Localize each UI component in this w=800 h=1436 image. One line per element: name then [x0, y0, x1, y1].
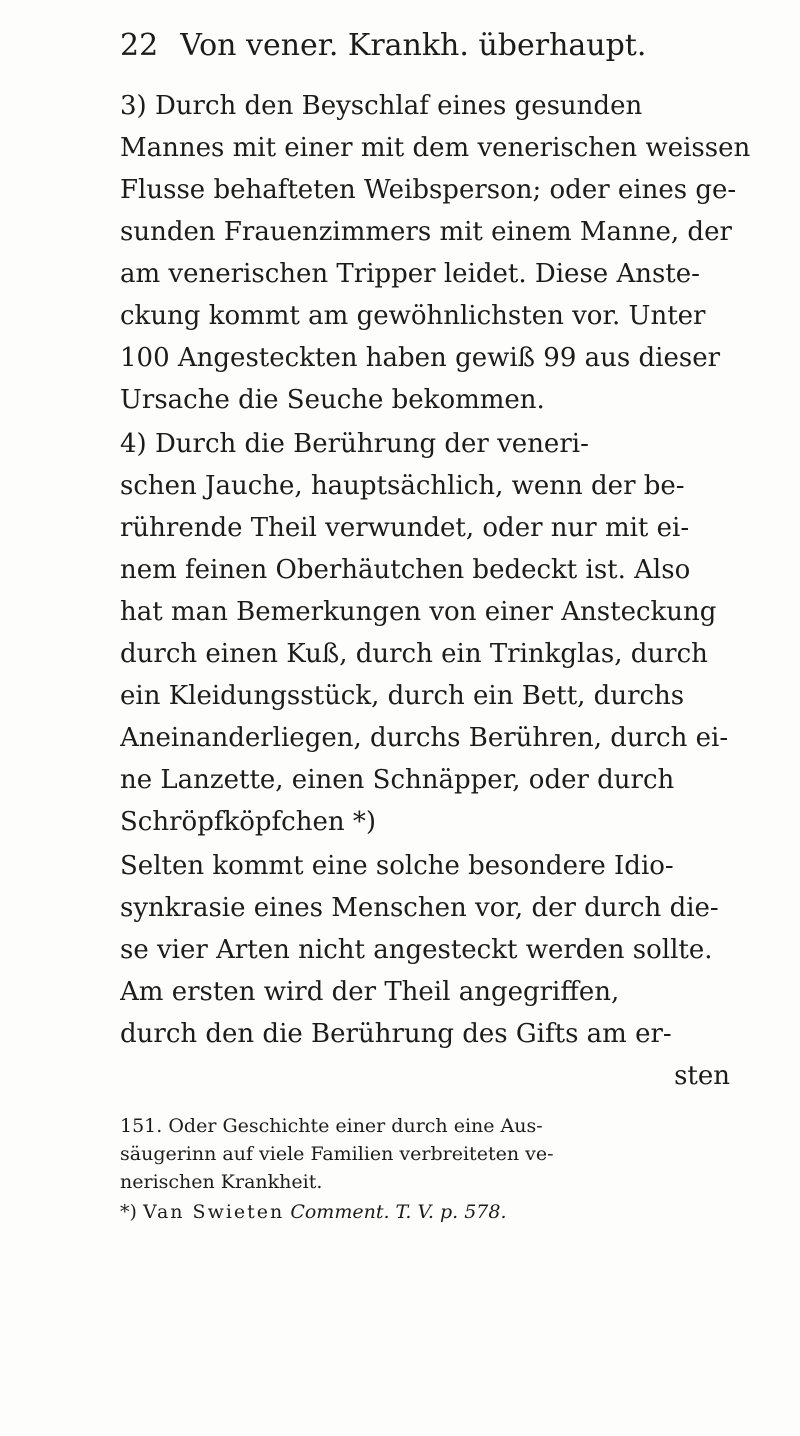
text-line: ne Lanzette, einen Schnäpper, oder durch: [120, 765, 675, 795]
text-line: durch den die Berührung des Gifts am er-: [120, 1019, 672, 1049]
footnote-line: nerischen Krankheit.: [120, 1171, 323, 1193]
text-line: Schröpfköpfchen *): [120, 807, 376, 837]
text-line: se vier Arten nicht angesteckt werden sollte.: [120, 935, 713, 965]
text-line: nem feinen Oberhäutchen bedeckt ist. Also: [120, 555, 691, 585]
text-line: Flusse behafteten Weibsperson; oder eines ge-: [120, 175, 737, 205]
text-line: hat man Bemerkungen von einer Ansteckung: [120, 597, 717, 627]
text-line: Ursache die Seuche bekommen.: [120, 385, 545, 415]
footnote-author: Van Swieten: [142, 1201, 285, 1223]
page-header: [120, 28, 760, 64]
text-line: durch einen Kuß, durch ein Trinkglas, durch: [120, 639, 708, 669]
text-line: synkrasie eines Menschen vor, der durch die-: [120, 893, 719, 923]
text-line: sunden Frauenzimmers mit einem Manne, der: [120, 217, 732, 247]
text-line: Mannes mit einer mit dem venerischen weissen: [120, 133, 750, 163]
text-line: schen Jauche, hauptsächlich, wenn der be-: [120, 471, 685, 501]
footnote-line: 151. Oder Geschichte einer durch eine Aus-: [120, 1115, 543, 1137]
footnote-marker: *): [120, 1201, 137, 1223]
text-line: ein Kleidungsstück, durch ein Bett, durchs: [120, 681, 685, 711]
catchword: sten: [674, 1061, 730, 1091]
text-line: Am ersten wird der Theil angegriffen,: [120, 977, 620, 1007]
text-line: ckung kommt am gewöhnlichsten vor. Unter: [120, 301, 706, 331]
footnote-line: säugerinn auf viele Familien verbreiteten ve-: [120, 1143, 554, 1165]
text-line: am venerischen Tripper leidet. Diese Anste-: [120, 259, 700, 289]
text-line: Aneinanderliegen, durchs Berühren, durch ei-: [120, 723, 729, 753]
text-line: 4) Durch die Berührung der veneri-: [120, 429, 589, 459]
running-title: Von vener. Krankh. überhaupt.: [180, 28, 647, 63]
text-line: rührende Theil verwundet, oder nur mit ei-: [120, 513, 690, 543]
text-line: 3) Durch den Beyschlaf eines gesunden: [120, 91, 643, 121]
text-line: Selten kommt eine solche besondere Idio-: [120, 851, 674, 881]
text-line: 100 Angesteckten haben gewiß 99 aus dieser: [120, 343, 721, 373]
footnote-reference: [120, 1200, 760, 1224]
footnote-citation: Comment. T. V. p. 578.: [290, 1201, 507, 1223]
page-number: 22: [120, 28, 159, 63]
